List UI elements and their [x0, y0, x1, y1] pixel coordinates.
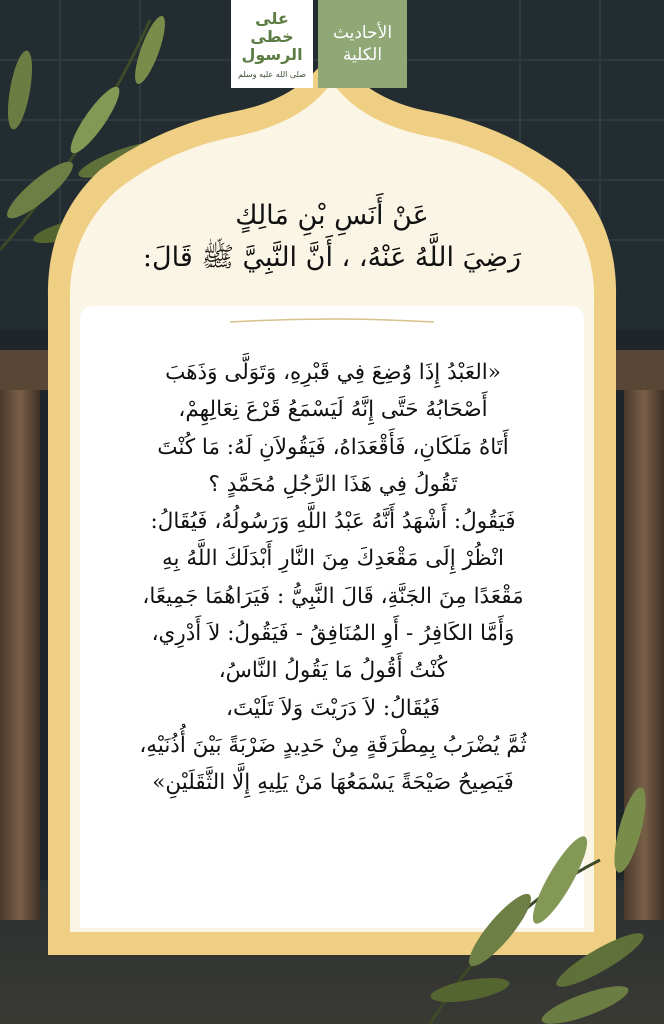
hadith-line: أَصْحَابُهُ حَتَّى إِنَّهُ لَيَسْمَعُ قَرْعَ نِعَالِهِمْ،: [178, 397, 488, 423]
narrator-line: رَضِيَ اللَّهُ عَنْهُ، ، أَنَّ النَّبِيَّ ﷺ قَالَ:: [142, 242, 522, 273]
hadith-line: «العَبْدُ إِذَا وُضِعَ فِي قَبْرِهِ، وَتَوَلَّى وَذَهَبَ: [165, 360, 501, 385]
series-title-line: الكلية: [342, 45, 383, 65]
hadith-line: ثُمَّ يُضْرَبُ بِمِطْرَقَةٍ مِنْ حَدِيدٍ ضَرْبَةً بَيْنَ أُذُنَيْهِ،: [139, 732, 527, 758]
hadith-line: أَتَاهُ مَلَكَانِ، فَأَقْعَدَاهُ، فَيَقُولاَنِ لَهُ: مَا كُنْتَ: [157, 434, 509, 460]
narrator-header: [90, 195, 574, 279]
hadith-line: مَقْعَدًا مِنَ الجَنَّةِ، قَالَ النَّبِيُّ : فَيَرَاهُمَا جَمِيعًا،: [142, 583, 524, 609]
hadith-line: فَيُقَالُ: لاَ دَرَيْتَ وَلاَ تَلَيْتَ،: [226, 695, 440, 721]
logo-subtitle: صلى الله عليه وسلم: [238, 69, 306, 79]
hadith-line: وَأَمَّا الكَافِرُ - أَوِ المُنَافِقُ - فَيَقُولُ: لاَ أَدْرِي،: [151, 621, 515, 647]
logo-line: الرسول: [241, 44, 303, 64]
hadith-text: [80, 354, 586, 802]
series-title-line: الأحاديث: [332, 23, 393, 43]
hadith-line: فَيَقُولُ: أَشْهَدُ أَنَّهُ عَبْدُ اللَّهِ وَرَسُولُهُ، فَيُقَالُ:: [150, 509, 516, 535]
hadith-line: كُنْتُ أَقُولُ مَا يَقُولُ النَّاسُ،: [218, 658, 448, 684]
series-title-badge: [318, 0, 407, 88]
logo-line: خطى: [250, 26, 294, 46]
hadith-line: انْظُرْ إِلَى مَقْعَدِكَ مِنَ النَّارِ أَبْدَلَكَ اللَّهُ بِهِ: [162, 546, 504, 572]
hadith-line: فَيَصِيحُ صَيْحَةً يَسْمَعُهَا مَنْ يَلِيهِ إِلَّا الثَّقَلَيْنِ»: [152, 770, 514, 796]
logo-line: على: [255, 8, 289, 28]
narrator-line: عَنْ أَنَسِ بْنِ مَالِكٍ: [235, 200, 429, 231]
hadith-line: تَقُولُ فِي هَذَا الرَّجُلِ مُحَمَّدٍ ؟: [208, 471, 458, 497]
logo-badge: [231, 0, 313, 88]
